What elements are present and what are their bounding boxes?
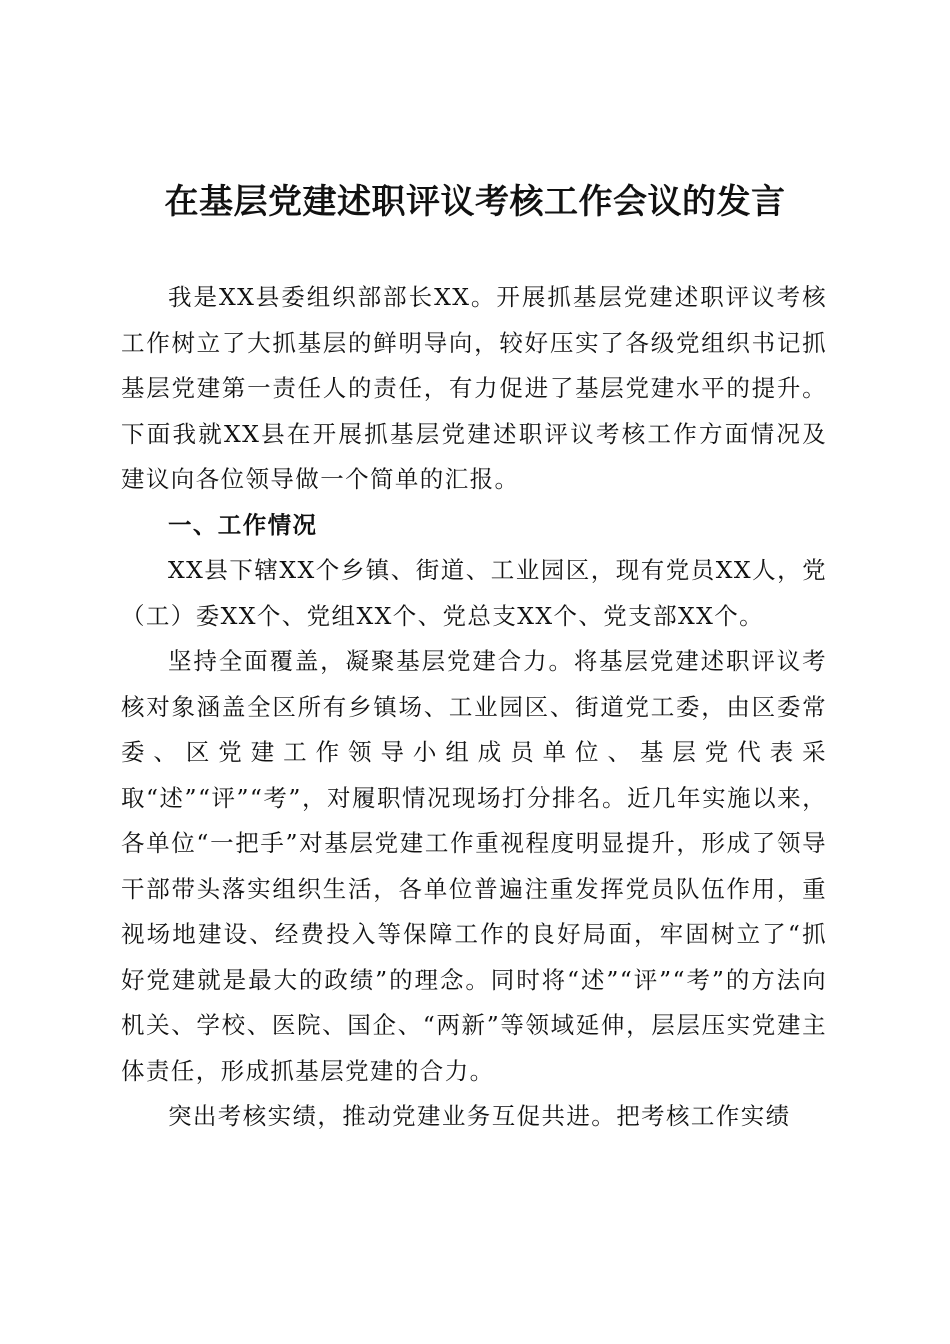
document-title: 在基层党建述职评议考核工作会议的发言 [164,182,786,222]
county-overview-paragraph: XX县下辖XX个乡镇、街道、工业园区，现有党员XX人，党（工）委XX个、党组XX个、党总支XX个、党支部XX个。 [121,556,827,630]
document-body [121,275,827,1140]
intro-paragraph: 我是XX县委组织部部长XX。开展抓基层党建述职评议考核工作树立了大抓基层的鲜明导向，较好压实了各级党组织书记抓基层党建第一责任人的责任，有力促进了基层党建水平的提升。下面我就XX县在开展抓基层党建述职评议考核工作方面情况及建议向各位领导做一个简单的汇报。 [121,283,827,493]
full-coverage-paragraph: 坚持全面覆盖，凝聚基层党建合力。将基层党建述职评议考核对象涵盖全区所有乡镇场、工业园区、街道党工委，由区委常委、区党建工作领导小组成员单位、基层党代表采取“述”“评”“考”，对履职情况现场打分排名。近几年实施以来，各单位“一把手”对基层党建工作重视程度明显提升，形成了领导干部带头落实组织生活，各单位普遍注重发挥党员队伍作用，重视场地建设、经费投入等保障工作的良好局面，牢固树立了“抓好党建就是最大的政绩”的理念。同时将“述”“评”“考”的方法向机关、学校、医院、国企、“两新”等领域延伸，层层压实党建主体责任，形成抓基层党建的合力。 [121,647,827,1085]
section-heading-work-status: 一、工作情况 [168,510,318,539]
performance-assessment-paragraph: 突出考核实绩，推动党建业务互促共进。把考核工作实绩 [168,1102,791,1130]
